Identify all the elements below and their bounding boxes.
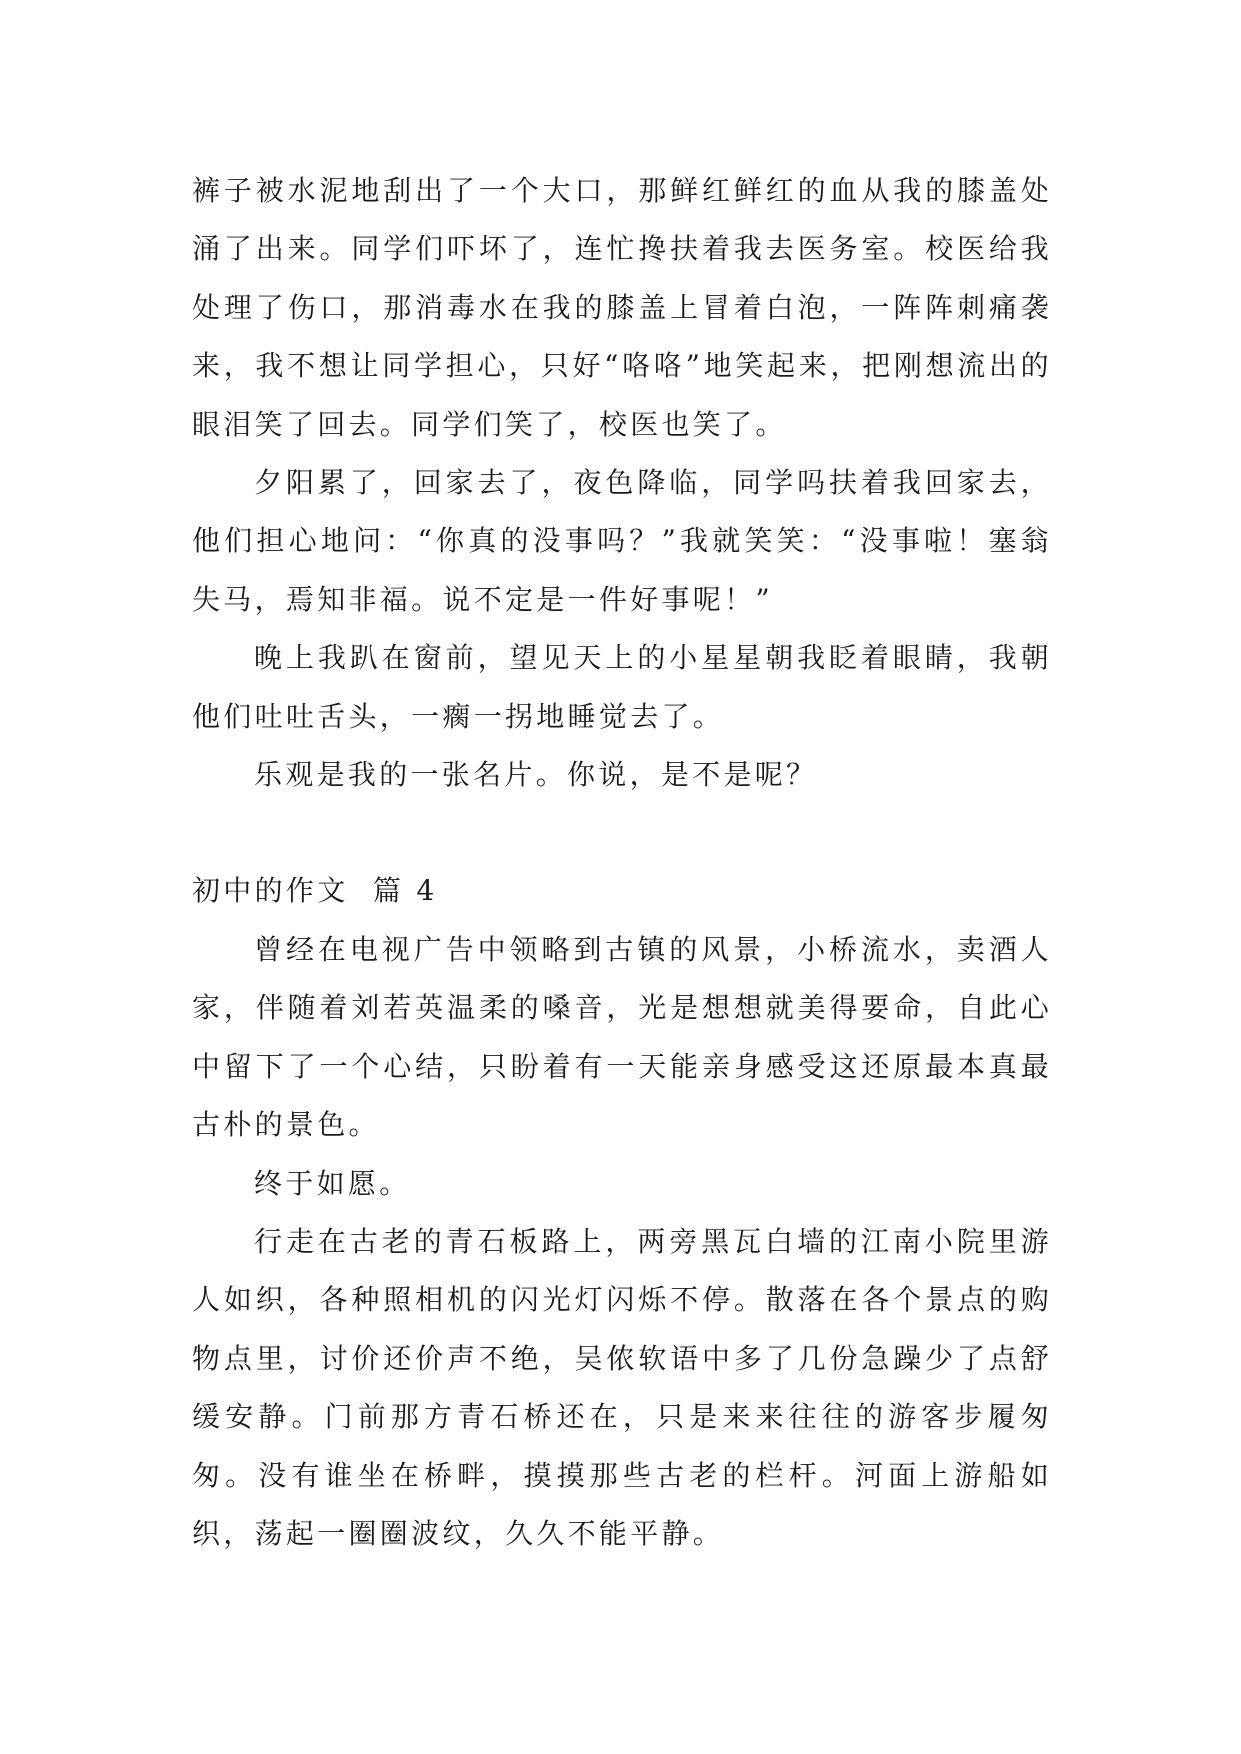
section-spacer [192, 804, 1052, 862]
paragraph-old-town: 行走在古老的青石板路上，两旁黑瓦白墙的江南小院里游人如织，各种照相机的闪光灯闪烁不停。散落在各个景点的购物点里，讨价还价声不绝，吴侬软语中多了几份急躁少了点舒缓安静。门前那方青石桥还在，只是来来往往的游客步履匆匆。没有谁坐在桥畔，摸摸那些古老的栏杆。河面上游船如织，荡起一圈圈波纹，久久不能平静。 [192, 1224, 1052, 1550]
document-body [192, 162, 1052, 1563]
paragraph-knee-injury: 裤子被水泥地刮出了一个大口，那鲜红鲜红的血从我的膝盖处涌了出来。同学们吓坏了，连忙搀扶着我去医务室。校医给我处理了伤口，那消毒水在我的膝盖上冒着白泡，一阵阵刺痛袭来，我不想让同学担心，只好“咯咯”地笑起来，把刚想流出的眼泪笑了回去。同学们笑了，校医也笑了。 [192, 174, 1052, 441]
section-heading: 初中的作文 篇 4 [192, 874, 438, 908]
paragraph-stars: 晚上我趴在窗前，望见天上的小星星朝我眨着眼睛，我朝他们吐吐舌头，一瘸一拐地睡觉去了。 [192, 641, 1052, 733]
paragraph-wish-fulfilled: 终于如愿。 [254, 1166, 411, 1200]
paragraph-tv-ad: 曾经在电视广告中领略到古镇的风景，小桥流水，卖酒人家，伴随着刘若英温柔的嗓音，光是想想就美得要命，自此心中留下了一个心结，只盼着有一天能亲身感受这还原最本真最古朴的景色。 [192, 932, 1052, 1142]
paragraph-optimism: 乐观是我的一张名片。你说，是不是呢？ [254, 758, 818, 792]
paragraph-sunset: 夕阳累了，回家去了，夜色降临，同学吗扶着我回家去，他们担心地问：“你真的没事吗？”我就笑笑：“没事啦！塞翁失马，焉知非福。说不定是一件好事呢！” [192, 466, 1052, 616]
